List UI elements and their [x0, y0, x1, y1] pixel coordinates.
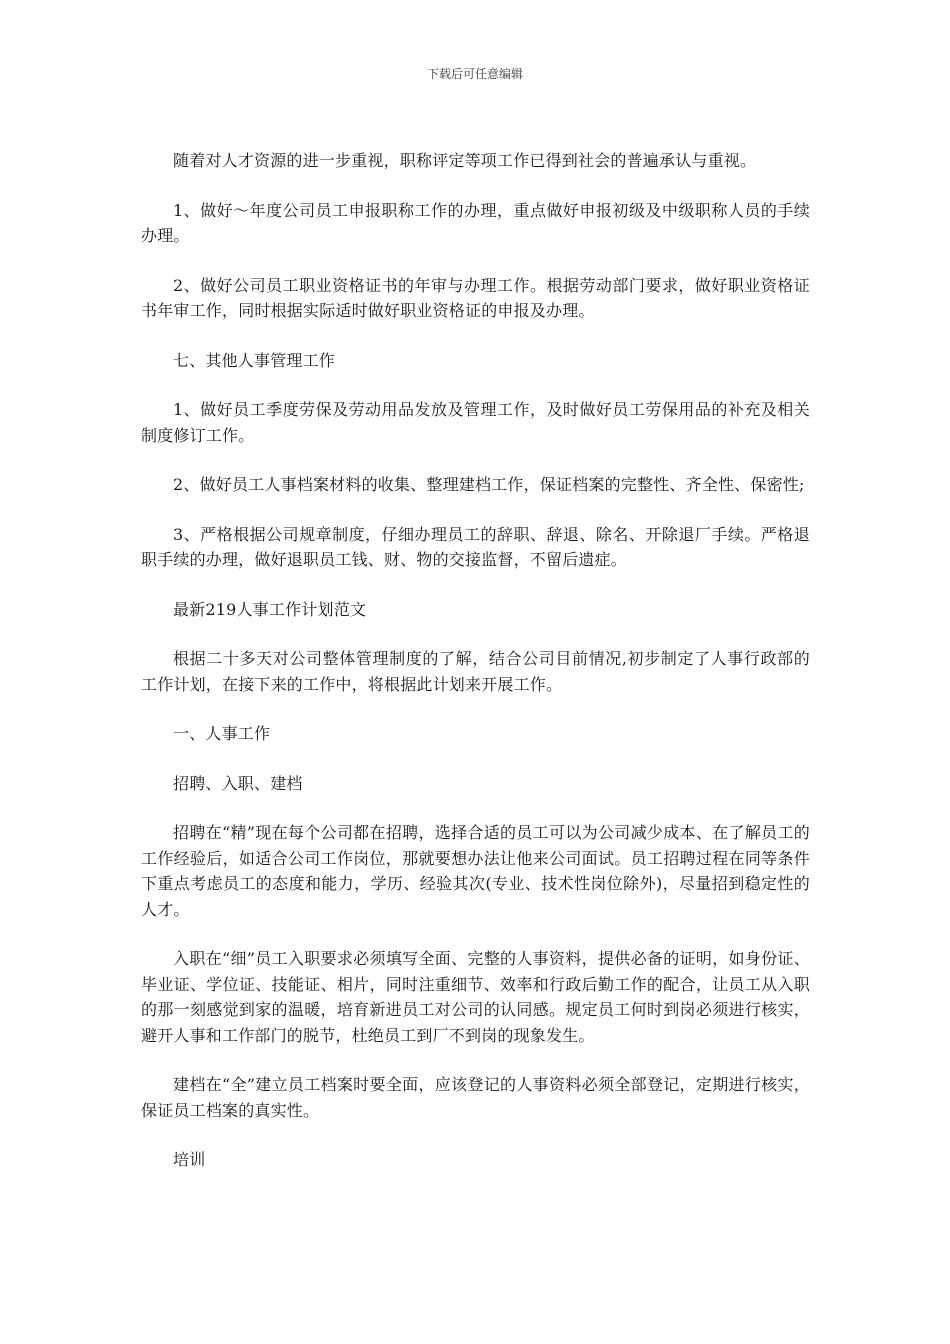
paragraph: 根据二十多天对公司整体管理制度的了解，结合公司目前情况,初步制定了人事行政部的工作计划，在接下来的工作中，将根据此计划来开展工作。	[141, 649, 810, 694]
paragraph: 2、做好员工人事档案材料的收集、整理建档工作，保证档案的完整性、齐全性、保密性;	[173, 475, 805, 494]
paragraph: 建档在“全”建立员工档案时要全面，应该登记的人事资料必须全部登记，定期进行核实，保证员工档案的真实性。	[141, 1075, 810, 1120]
paragraph: 随着对人才资源的进一步重视，职称评定等项工作已得到社会的普遍承认与重视。	[173, 151, 757, 170]
page-header-note: 下载后可任意编辑	[426, 67, 523, 81]
document-body	[141, 148, 810, 1197]
article-title: 最新219人事工作计划范文	[173, 599, 367, 619]
paragraph: 1、做好～年度公司员工申报职称工作的办理，重点做好申报初级及中级职称人员的手续办理。	[141, 200, 810, 245]
paragraph: 1、做好员工季度劳保及劳动用品发放及管理工作，及时做好员工劳保用品的补充及相关制度修订工作。	[141, 400, 810, 445]
paragraph: 3、严格根据公司规章制度，仔细办理员工的辞职、辞退、除名、开除退厂手续。严格退职手续的办理，做好退职员工钱、财、物的交接监督，不留后遗症。	[141, 524, 810, 569]
paragraph: 招聘在“精”现在每个公司都在招聘，选择合适的员工可以为公司减少成本、在了解员工的工作经验后，如适合公司工作岗位，那就要想办法让他来公司面试。员工招聘过程在同等条件下重点考虑员工的态度和能力，学历、经验其次(专业、技术性岗位除外)，尽量招到稳定性的人才。	[141, 823, 810, 919]
section-heading: 一、人事工作	[173, 724, 271, 743]
subsection-heading: 招聘、入职、建档	[173, 773, 303, 793]
paragraph: 入职在“细”员工入职要求必须填写全面、完整的人事资料，提供必备的证明，如身份证、毕业证、学位证、技能证、相片，同时注重细节、效率和行政后勤工作的配合，让员工从入职的那一刻感觉到家的温暖，培育新进员工对公司的认同感。规定员工何时到岗必须进行核实，避开人事和工作部门的脱节，杜绝员工到厂不到岗的现象发生。	[141, 949, 810, 1045]
subsection-heading: 培训	[173, 1150, 206, 1169]
section-heading: 七、其他人事管理工作	[173, 350, 336, 370]
paragraph: 2、做好公司员工职业资格证书的年审与办理工作。根据劳动部门要求，做好职业资格证书年审工作，同时根据实际适时做好职业资格证的申报及办理。	[141, 275, 810, 320]
